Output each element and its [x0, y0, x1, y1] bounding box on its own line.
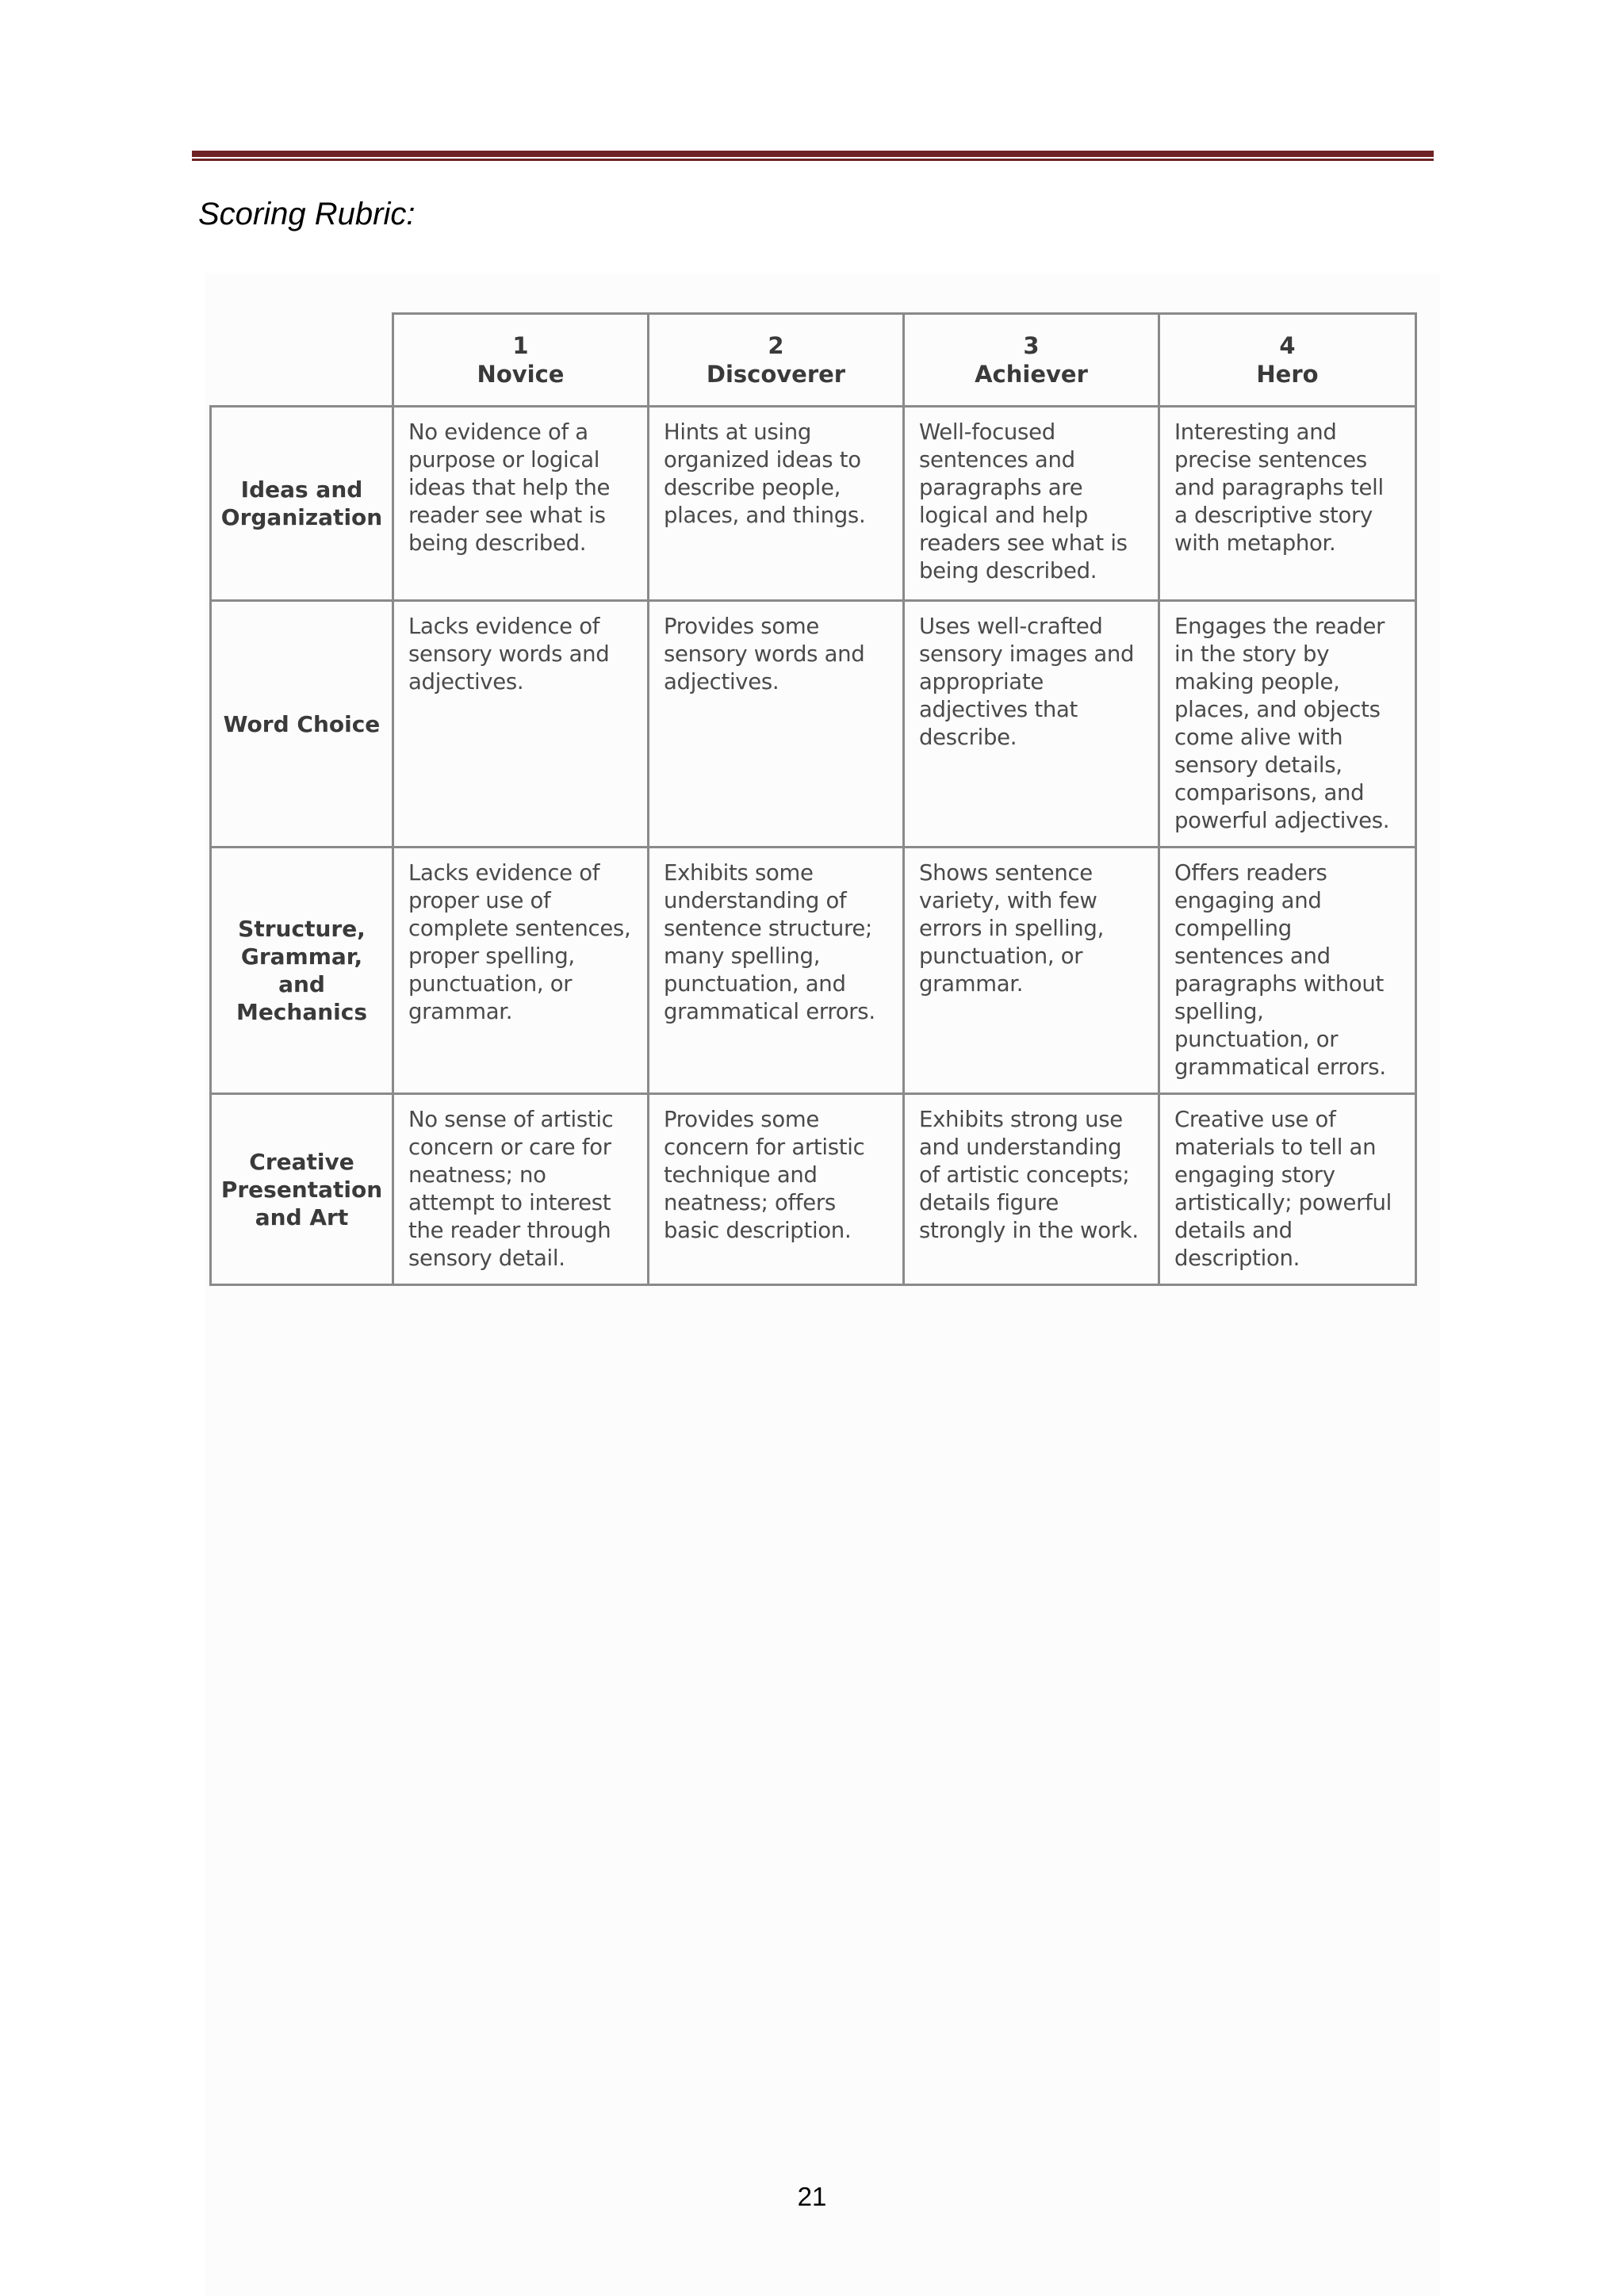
rubric-cell: Provides some sensory words and adjectives.	[649, 601, 904, 848]
rubric-cell: Exhibits strong use and understanding of artistic concepts; details figure strongly in the work.	[904, 1094, 1159, 1285]
level-number: 1	[512, 332, 529, 359]
rubric-cell: Lacks evidence of sensory words and adjectives.	[393, 601, 649, 848]
rubric-cell: Shows sentence variety, with few errors in spelling, punctuation, or grammar.	[904, 848, 1159, 1094]
level-number: 4	[1279, 332, 1296, 359]
scoring-rubric-table	[209, 312, 1417, 1286]
level-header-achiever	[904, 314, 1159, 407]
section-title: Scoring Rubric:	[198, 197, 416, 232]
level-name: Hero	[1256, 361, 1319, 388]
page-number: 21	[797, 2182, 827, 2211]
rubric-cell: Uses well-crafted sensory images and appropriate adjectives that describe.	[904, 601, 1159, 848]
criterion-label: Ideas and Organization	[211, 407, 393, 601]
criterion-label: Structure, Grammar, and Mechanics	[211, 848, 393, 1094]
level-header-hero	[1159, 314, 1416, 407]
level-name: Discoverer	[706, 361, 846, 388]
rubric-row-creative-presentation-art	[211, 1094, 1416, 1285]
level-header-discoverer	[649, 314, 904, 407]
level-number: 3	[1023, 332, 1040, 359]
level-name: Novice	[477, 361, 565, 388]
criterion-label: Word Choice	[211, 601, 393, 848]
rubric-cell: Provides some concern for artistic technique and neatness; offers basic description.	[649, 1094, 904, 1285]
rubric-cell: Well-focused sentences and paragraphs are logical and help readers see what is being described.	[904, 407, 1159, 601]
rubric-cell: Creative use of materials to tell an engaging story artistically; powerful details and description.	[1159, 1094, 1416, 1285]
rubric-cell: No sense of artistic concern or care for neatness; no attempt to interest the reader through sensory detail.	[393, 1094, 649, 1285]
rubric-cell: Interesting and precise sentences and paragraphs tell a descriptive story with metaphor.	[1159, 407, 1416, 601]
rubric-cell: Hints at using organized ideas to describe people, places, and things.	[649, 407, 904, 601]
rubric-cell: Exhibits some understanding of sentence structure; many spelling, punctuation, and grammatical errors.	[649, 848, 904, 1094]
rubric-row-word-choice	[211, 601, 1416, 848]
level-name: Achiever	[975, 361, 1088, 388]
rubric-row-ideas-organization	[211, 407, 1416, 601]
rubric-cell: Offers readers engaging and compelling sentences and paragraphs without spelling, punctuation, or grammatical errors.	[1159, 848, 1416, 1094]
level-header-novice	[393, 314, 649, 407]
criterion-label: Creative Presentation and Art	[211, 1094, 393, 1285]
header-rule	[192, 151, 1434, 162]
level-number: 2	[768, 332, 784, 359]
rubric-header-row	[211, 314, 1416, 407]
rubric-cell: No evidence of a purpose or logical ideas that help the reader see what is being described.	[393, 407, 649, 601]
rubric-cell: Lacks evidence of proper use of complete sentences, proper spelling, punctuation, or grammar.	[393, 848, 649, 1094]
rubric-cell: Engages the reader in the story by making people, places, and objects come alive with sensory details, comparisons, and powerful adjectives.	[1159, 601, 1416, 848]
rubric-corner-cell	[211, 314, 393, 407]
rubric-row-structure-grammar-mechanics	[211, 848, 1416, 1094]
